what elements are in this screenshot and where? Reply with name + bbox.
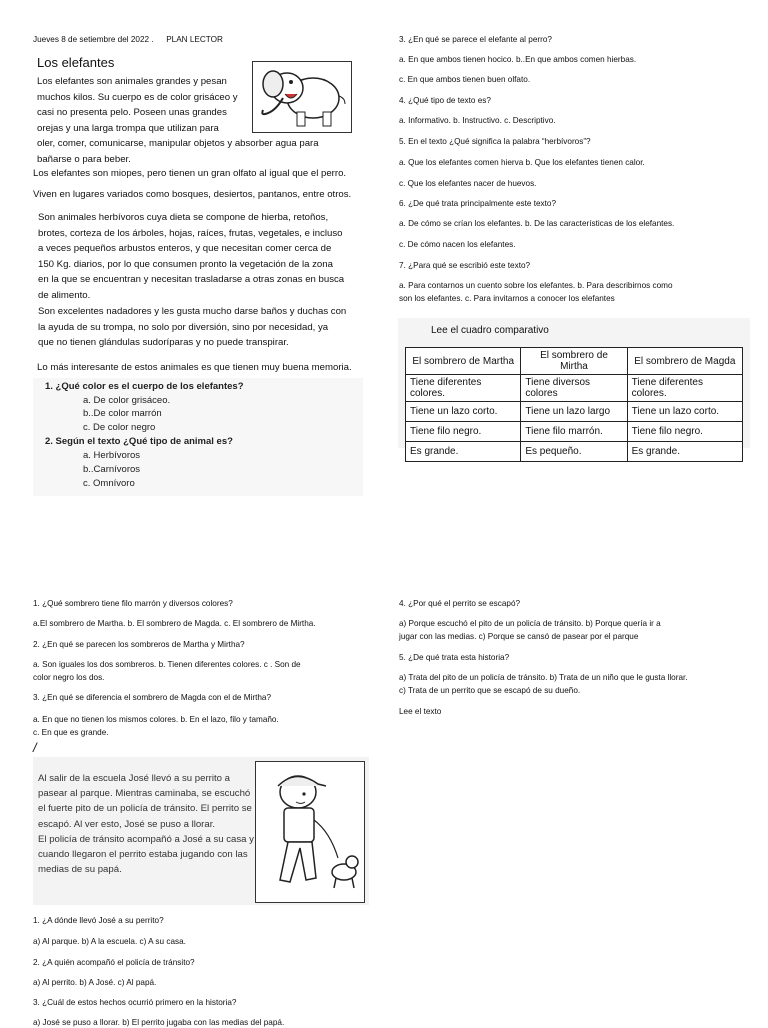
- article-title: Los elefantes: [37, 55, 115, 70]
- right-q7: 7. ¿Para qué se escribió este texto?: [399, 261, 531, 270]
- table-row: [406, 402, 743, 422]
- bl-q2-cont: color negro los dos.: [33, 673, 105, 682]
- story-q3: 3. ¿Cuál de estos hechos ocurrió primero en la historia?: [33, 998, 237, 1007]
- boy-dog-illustration: [255, 761, 365, 903]
- article-para5: [38, 304, 346, 351]
- story-line: pasear al parque. Mientras caminaba, se escuchó: [38, 788, 251, 800]
- slash-mark: /: [33, 740, 37, 755]
- text-line: oler, comer, comunicarse, manipular objetos y absorber agua para: [37, 138, 319, 149]
- text-line: bañarse o para beber.: [37, 153, 131, 165]
- bl-q1-opts: a.El sombrero de Martha. b. El sombrero de Magda. c. El sombrero de Mirtha.: [33, 619, 316, 628]
- right-q6-ab: a. De cómo se crían los elefantes. b. De las características de los elefantes.: [399, 219, 675, 228]
- story-q3-opts: a) José se puso a llorar. b) El perrito jugaba con las medias del papá.: [33, 1018, 285, 1027]
- story-line: El policía de tránsito acompañó a José a su casa y: [38, 833, 254, 845]
- table-cell: Es pequeño.: [521, 442, 627, 462]
- bl-q1: 1. ¿Qué sombrero tiene filo marrón y diversos colores?: [33, 599, 233, 608]
- bl-q3: 3. ¿En qué se diferencia el sombrero de Magda con el de Mirtha?: [33, 693, 272, 702]
- article-line3: Viven en lugares variados como bosques, desiertos, pantanos, entre otros.: [33, 189, 352, 200]
- table-header: El sombrero de Magda: [627, 348, 742, 375]
- br-read-text: Lee el texto: [399, 707, 442, 716]
- table-cell: Es grande.: [627, 442, 742, 462]
- right-q7-bc: son los elefantes. c. Para invitarnos a conocer los elefantes: [399, 294, 615, 303]
- story-q1: 1. ¿A dónde llevó José a su perrito?: [33, 916, 164, 925]
- table-header: El sombrero de Mirtha: [521, 348, 627, 375]
- text-line: muchos kilos. Su cuerpo es de color grisáceo y: [37, 91, 238, 103]
- right-q6: 6. ¿De qué trata principalmente este texto?: [399, 199, 557, 208]
- text-line: en la que se encuentran y necesitan trasladarse a otras zonas en busca: [38, 274, 345, 285]
- story-line: Al salir de la escuela José llevó a su perrito a: [38, 773, 230, 784]
- bl-q3-c: c. En que es grande.: [33, 728, 109, 737]
- table-row: [406, 375, 743, 402]
- right-q5-c: c. Que los elefantes nacer de huevos.: [399, 179, 537, 188]
- text-line: de alimento.: [38, 289, 91, 301]
- right-q4-opts: a. Informativo. b. Instructivo. c. Descriptivo.: [399, 116, 556, 125]
- comparison-block: [398, 318, 750, 457]
- right-q7-a: a. Para contarnos un cuento sobre los elefantes. b. Para describirnos como: [399, 281, 673, 290]
- question-2-option: c. Omnívoro: [83, 478, 135, 489]
- article-para4: [38, 210, 344, 303]
- story-line: cuando llegaron el perrito estaba jugando con las: [38, 849, 248, 861]
- table-header: El sombrero de Martha: [406, 348, 521, 375]
- article-para1: [37, 74, 357, 167]
- text-line: orejas y una larga trompa que utilizan para: [37, 122, 219, 134]
- table-cell: Tiene diferentes colores.: [406, 375, 521, 402]
- right-q3-ab: a. En que ambos tienen hocico. b..En que ambos comen hierbas.: [399, 55, 637, 64]
- table-cell: Tiene filo negro.: [406, 422, 521, 442]
- right-q5: 5. En el texto ¿Qué significa la palabra “herbívoros”?: [399, 137, 591, 146]
- text-line: que no tienen glándulas sudoríparas y no puede transpirar.: [38, 337, 289, 348]
- text-line: casi no presenta pelo. Poseen unas grandes: [37, 107, 227, 118]
- story-q1-opts: a) Al parque. b) A la escuela. c) A su casa.: [33, 937, 186, 946]
- question-2-option: b..Carnívoros: [83, 464, 141, 475]
- text-line: a veces pequeños arbustos enteros, y que necesitan comer cerca de: [38, 243, 332, 254]
- story-q2: 2. ¿A quién acompañó el policía de tránsito?: [33, 958, 195, 967]
- table-cell: Tiene filo negro.: [627, 422, 742, 442]
- header-date: Jueves 8 de setiembre del 2022 .: [33, 35, 154, 44]
- story-line: medias de su papá.: [38, 864, 122, 876]
- table-header-row: [406, 348, 743, 375]
- right-q4: 4. ¿Qué tipo de texto es?: [399, 96, 491, 105]
- br-q4-ab: a) Porque escuchó el pito de un policía de tránsito. b) Porque quería ir a: [399, 619, 661, 628]
- text-line: 150 Kg. diarios, por lo que consumen pronto la vegetación de la zona: [38, 258, 333, 270]
- table-cell: Tiene un lazo corto.: [406, 402, 521, 422]
- br-q4: 4. ¿Por qué el perrito se escapó?: [399, 599, 521, 608]
- table-row: [406, 442, 743, 462]
- question-1: 1. ¿Qué color es el cuerpo de los elefantes?: [45, 381, 244, 392]
- question-1-option: a. De color grisáceo.: [83, 395, 171, 406]
- text-line: la ayuda de su trompa, no solo por diversión, sino por necesidad, ya: [38, 321, 329, 333]
- comparison-caption: Lee el cuadro comparativo: [431, 325, 549, 336]
- text-line: Son excelentes nadadores y les gusta mucho darse baños y duchas con: [38, 306, 347, 317]
- header: [33, 34, 223, 46]
- br-q5-c: c) Trata de un perrito que se escapó de su dueño.: [399, 686, 581, 695]
- right-q3: 3. ¿En qué se parece el elefante al perro?: [399, 35, 552, 44]
- story-q2-opts: a) Al perrito. b) A José. c) Al papá.: [33, 978, 157, 987]
- header-plan: PLAN LECTOR: [166, 35, 223, 44]
- comparison-table: [405, 347, 743, 462]
- text-line: Son animales herbívoros cuya dieta se compone de hierba, retoños,: [38, 212, 329, 223]
- story-line: el fuerte pito de un policía de tránsito. El perrito se: [38, 803, 252, 815]
- table-cell: Tiene diferentes colores.: [627, 375, 742, 402]
- bl-q2: 2. ¿En qué se parecen los sombreros de Martha y Mirtha?: [33, 640, 245, 649]
- br-q5: 5. ¿De qué trata esta historia?: [399, 653, 510, 662]
- text-line: brotes, corteza de los árboles, hojas, raíces, frutas, vegetales, e incluso: [38, 227, 343, 239]
- table-cell: Tiene diversos colores: [521, 375, 627, 402]
- br-q4-c: jugar con las medias. c) Porque se cansó de pasear por el parque: [399, 632, 639, 641]
- bl-q2-opts: a. Son iguales los dos sombreros. b. Tienen diferentes colores. c . Son de: [33, 660, 301, 669]
- table-cell: Tiene un lazo corto.: [627, 402, 742, 422]
- article-line2: Los elefantes son miopes, pero tienen un gran olfato al igual que el perro.: [33, 168, 347, 179]
- boy-with-dog-icon: [256, 762, 364, 902]
- text-line: Los elefantes son animales grandes y pesan: [37, 76, 227, 87]
- story-line: escapó. Al ver esto, José se puso a llorar.: [38, 818, 216, 830]
- table-cell: Tiene un lazo largo: [521, 402, 627, 422]
- story-block: [33, 757, 369, 905]
- question-2-option: a. Herbívoros: [83, 450, 141, 461]
- table-cell: Es grande.: [406, 442, 521, 462]
- question-image: [33, 378, 363, 496]
- story-text: [38, 771, 254, 877]
- br-q5-ab: a) Trata del pito de un policía de tránsito. b) Trata de un niño que le gusta llorar.: [399, 673, 688, 682]
- right-q3-c: c. En que ambos tienen buen olfato.: [399, 75, 531, 84]
- question-2: 2. Según el texto ¿Qué tipo de animal es?: [45, 436, 233, 447]
- question-1-option: c. De color negro: [83, 422, 156, 433]
- table-row: [406, 422, 743, 442]
- table-cell: Tiene filo marrón.: [521, 422, 627, 442]
- article-line6: Lo más interesante de estos animales es que tienen muy buena memoria.: [37, 362, 352, 373]
- right-q5-ab: a. Que los elefantes comen hierva b. Que los elefantes tienen calor.: [399, 158, 645, 167]
- right-q6-c: c. De cómo nacen los elefantes.: [399, 240, 516, 249]
- bl-q3-ab: a. En que no tienen los mismos colores. b. En el lazo, filo y tamaño.: [33, 715, 279, 724]
- question-1-option: b..De color marrón: [83, 408, 162, 419]
